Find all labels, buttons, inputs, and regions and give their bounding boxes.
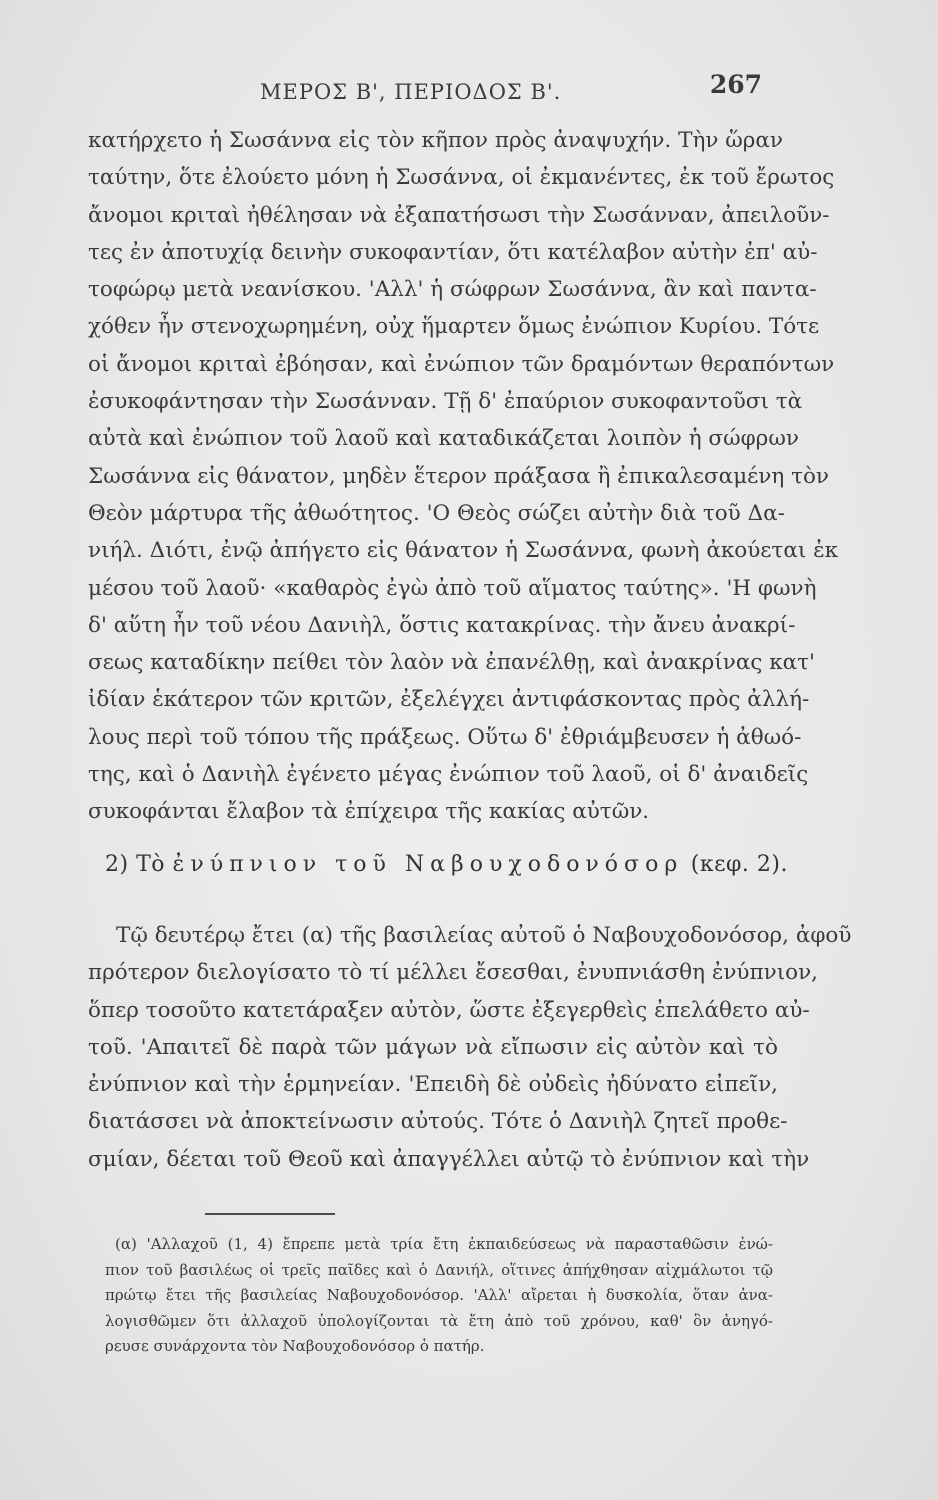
text-line: σμίαν, δέεται τοῦ Θεοῦ καὶ ἀπαγγέλλει αὐτῷ τὸ ἐνύπνιον καὶ τὴν: [88, 1146, 810, 1172]
text-line: Τῷ δευτέρῳ ἔτει (α) τῆς βασιλείας αὐτοῦ ὁ Ναβουχοδονόσορ, ἀφοῦ: [116, 923, 852, 948]
footnote-line: πιον τοῦ βασιλέως οἱ τρεῖς παῖδες καὶ ὁ Δανιήλ, οἵτινες ἀπήχθησαν αἰχμάλωτοι τῷ: [105, 1260, 773, 1279]
text-line: Σωσάννα εἰς θάνατον, μηδὲν ἕτερον πράξασα ἢ ἐπικαλεσαμένη τὸν: [88, 463, 830, 489]
text-line: ἰδίαν ἑκάτερον τῶν κριτῶν, ἐξελέγχει ἀντιφάσκοντας πρὸς ἀλλή-: [88, 687, 810, 713]
page-number: 267: [709, 70, 762, 99]
text-line: ἄνομοι κριταὶ ἠθέλησαν νὰ ἐξαπατήσωσι τὴν Σωσάνναν, ἀπειλοῦν-: [88, 202, 830, 228]
running-title: ΜΕΡΟΣ Β', ΠΕΡΙΟΔΟΣ Β'.: [260, 80, 562, 104]
text-line: λους περὶ τοῦ τόπου τῆς πράξεως. Οὕτω δ' ἐθριάμβευσεν ἡ ἀθωό-: [88, 724, 802, 750]
text-line: χόθεν ἦν στενοχωρημένη, οὐχ ἥμαρτεν ὅμως ἐνώπιον Κυρίου. Τότε: [88, 314, 820, 340]
paragraph-susanna: [88, 122, 839, 831]
text-line: ἐνύπνιον καὶ τὴν ἑρμηνείαν. 'Επειδὴ δὲ οὐδεὶς ἠδύνατο εἰπεῖν,: [88, 1072, 778, 1098]
paragraph-dream: [88, 917, 852, 1178]
footnote-divider: [205, 1213, 335, 1215]
section-reference: (κεφ. 2).: [690, 852, 788, 877]
text-line: ἐσυκοφάντησαν τὴν Σωσάνναν. Τῇ δ' ἐπαύριον συκοφαντοῦσι τὰ: [88, 389, 803, 415]
page-header: [90, 70, 770, 110]
footnote-line: πρώτῳ ἔτει τῆς βασιλείας Ναβουχοδονόσορ. 'Αλλ' αἴρεται ἡ δυσκολία, ὅταν ἀνα-: [105, 1286, 773, 1304]
text-line: νιήλ. Διότι, ἐνῷ ἀπήγετο εἰς θάνατον ἡ Σωσάννα, φωνὴ ἀκούεται ἐκ: [88, 538, 839, 564]
text-line: σεως καταδίκην πείθει τὸν λαὸν νὰ ἐπανέλθῃ, καὶ ἀνακρίνας κατ': [88, 650, 815, 676]
footnote-line: λογισθῶμεν ὅτι ἀλλαχοῦ ὑπολογίζονται τὰ ἔτη ἀπὸ τοῦ χρόνου, καθ' ὃν ἀνηγό-: [105, 1311, 773, 1330]
text-line: τες ἐν ἀποτυχίᾳ δεινὴν συκοφαντίαν, ὅτι κατέλαβον αὐτὴν ἐπ' αὐ-: [88, 239, 818, 265]
text-line: πρότερον διελογίσατο τὸ τί μέλλει ἔσεσθαι, ἐνυπνιάσθη ἐνύπνιον,: [88, 960, 818, 986]
section-title: ἐνύπνιον τοῦ Ναβουχοδονόσορ: [172, 852, 684, 877]
footnote-line: ρευσε συνάρχοντα τὸν Ναβουχοδονόσορ ὁ πατήρ.: [105, 1337, 485, 1355]
text-line: δ' αὕτη ἦν τοῦ νέου Δανιὴλ, ὅστις κατακρίνας. τὴν ἄνευ ἀνακρί-: [88, 612, 796, 638]
text-line: συκοφάνται ἔλαβον τὰ ἐπίχειρα τῆς κακίας αὐτῶν.: [88, 799, 650, 825]
text-line: αὐτὰ καὶ ἐνώπιον τοῦ λαοῦ καὶ καταδικάζεται λοιπὸν ἡ σώφρων: [88, 426, 799, 452]
text-line: Θεὸν μάρτυρα τῆς ἀθωότητος. 'Ο Θεὸς σώζει αὐτὴν διὰ τοῦ Δα-: [88, 500, 785, 526]
text-line: κατήρχετο ἡ Σωσάννα εἰς τὸν κῆπον πρὸς ἀναψυχήν. Τὴν ὥραν: [88, 128, 783, 153]
text-line: οἱ ἄνομοι κριταὶ ἐβόησαν, καὶ ἐνώπιον τῶν δραμόντων θεραπόντων: [88, 351, 835, 377]
section-number: 2): [105, 852, 129, 877]
text-line: τοφώρῳ μετὰ νεανίσκου. 'Αλλ' ἡ σώφρων Σωσάννα, ἂν καὶ παντα-: [88, 277, 817, 303]
section-title-prefix: Τὸ: [136, 852, 166, 877]
text-line: μέσου τοῦ λαοῦ· «καθαρὸς ἐγὼ ἀπὸ τοῦ αἵματος ταύτης». 'Η φωνὴ: [88, 575, 817, 601]
text-line: τοῦ. 'Απαιτεῖ δὲ παρὰ τῶν μάγων νὰ εἴπωσιν εἰς αὐτὸν καὶ τὸ: [88, 1034, 778, 1060]
text-line: διατάσσει νὰ ἀποκτείνωσιν αὐτούς. Τότε ὁ Δανιὴλ ζητεῖ προθε-: [88, 1109, 788, 1135]
section-heading: [105, 852, 788, 877]
text-line: της, καὶ ὁ Δανιὴλ ἐγένετο μέγας ἐνώπιον τοῦ λαοῦ, οἱ δ' ἀναιδεῖς: [88, 762, 809, 788]
text-line: ὅπερ τοσοῦτο κατετάραξεν αὐτὸν, ὥστε ἐξεγερθεὶς ἐπελάθετο αὐ-: [88, 997, 810, 1023]
footnote-line: (α) 'Αλλαχοῦ (1, 4) ἔπρεπε μετὰ τρία ἔτη ἐκπαιδεύσεως νὰ παρασταθῶσιν ἐνώ-: [115, 1235, 773, 1253]
text-line: ταύτην, ὅτε ἐλούετο μόνη ἡ Σωσάννα, οἱ ἐκμανέντες, ἐκ τοῦ ἔρωτος: [88, 165, 835, 191]
footnote: [105, 1232, 773, 1360]
